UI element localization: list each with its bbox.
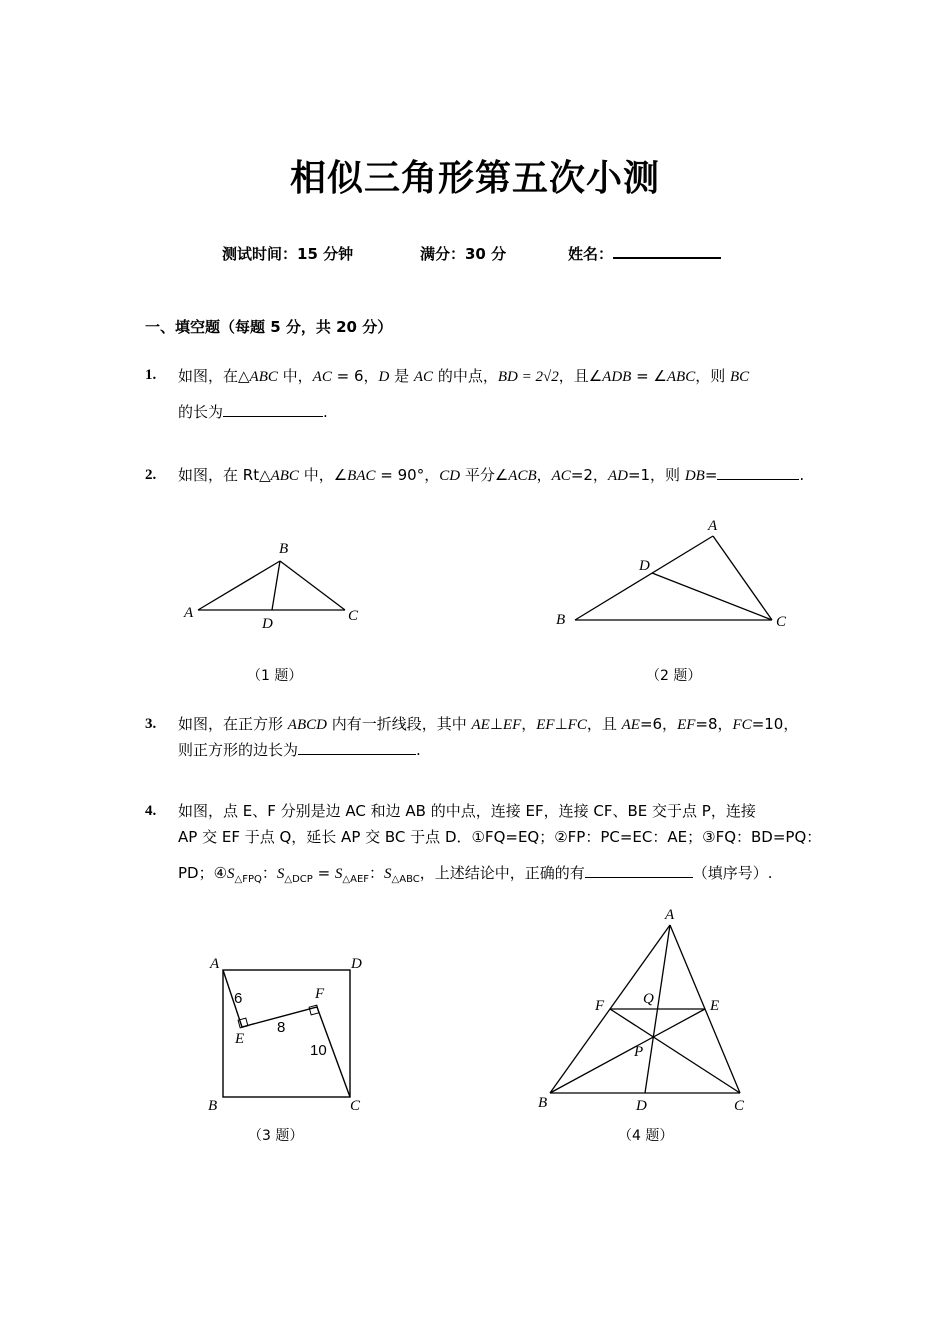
fig3-label-d: D [351, 956, 362, 972]
q1-text: 的长为 [178, 403, 224, 421]
fig1-label-d: D [262, 616, 273, 632]
test-time: 测试时间：15 分钟 [222, 245, 354, 263]
q2-answer-blank [717, 465, 799, 480]
q3-text: ⊥ [489, 715, 503, 733]
q4-subscript: △DCP [284, 874, 313, 885]
q4-area-symbol: S [227, 866, 235, 882]
fig4-caption: （4 题） [618, 1128, 674, 1144]
fig4-segment-cf [610, 1009, 740, 1093]
fig2-label-a: A [708, 518, 718, 534]
q3-text: ， [521, 715, 537, 733]
q1-bd-formula: BD = 2√2 [497, 369, 559, 385]
q4-text: ，上述结论中，正确的有 [419, 864, 585, 882]
q1-number: 1. [145, 367, 157, 383]
q2-text: ABC [270, 468, 299, 484]
q4-text: ： [369, 864, 385, 882]
q4-subscript: △FPQ [234, 874, 262, 885]
q2-text: BAC [347, 468, 376, 484]
q2-number: 2. [145, 467, 157, 483]
q3-number: 3. [145, 716, 157, 732]
page-title: 相似三角形第五次小测 [289, 158, 660, 199]
fig3-label-e: E [235, 1031, 245, 1047]
q3-text: 内有一折线段，其中 [326, 715, 472, 733]
q1-text: 中， [277, 367, 313, 385]
q1-text: = 6， [331, 367, 379, 385]
q1-text: ABC [666, 369, 696, 385]
q1-text: AC [413, 369, 434, 385]
q3-line1 [178, 713, 818, 736]
figure-4-triangle [530, 900, 770, 1120]
q4-subscript: △AEF [342, 874, 370, 885]
q3-text: AE [621, 717, 640, 733]
q2-text: 中，∠ [298, 466, 348, 484]
figure-1-triangle [180, 535, 370, 635]
q3-text: AE [471, 717, 490, 733]
q2-text: CD [439, 468, 461, 484]
q4-area-symbol: S [334, 866, 343, 882]
q2-text: ， [536, 466, 552, 484]
fig2-side-ba [575, 536, 713, 620]
q4-area-symbol: S [276, 866, 285, 882]
q3-text: EF [536, 717, 555, 733]
q2-text: 平分∠ [460, 466, 509, 484]
fig3-label-a: A [210, 956, 220, 972]
q1-text: 如图，在△ [178, 367, 250, 385]
q4-text: （填序号）. [692, 864, 773, 882]
fig1-label-b: B [279, 541, 289, 557]
q4-text: ： [261, 864, 277, 882]
q1-text: AC [312, 369, 332, 385]
fig4-segment-be [550, 1009, 705, 1093]
q3-text: EF [502, 717, 522, 733]
q4-area-symbol: S [384, 866, 392, 882]
q4-line1: 如图，点 E、F 分别是边 AC 和边 AB 的中点，连接 EF，连接 CF、BE 交于点 P，连接 [178, 802, 756, 820]
name-field [568, 243, 721, 264]
fig1-side-bc [280, 561, 345, 610]
fig1-caption: （1 题） [247, 668, 303, 684]
q3-line2 [178, 739, 421, 761]
q3-text: . [416, 741, 421, 759]
fig4-label-b: B [538, 1095, 548, 1111]
q4-subscript: △ABC [391, 874, 420, 885]
q4-line3 [178, 862, 828, 891]
fig3-caption: （3 题） [248, 1128, 304, 1144]
q2-text: ACB [508, 468, 537, 484]
q4-text: PD；④ [178, 864, 228, 882]
q2-text: AC [551, 468, 571, 484]
fig3-label-b: B [208, 1098, 218, 1114]
q1-text: ADB [602, 369, 632, 385]
q1-answer-blank [223, 402, 323, 417]
q3-text: FC [567, 717, 587, 733]
fig2-side-ac [713, 536, 772, 620]
q2-text: AD [607, 468, 628, 484]
q1-line2 [178, 401, 328, 423]
q2-text: . [799, 466, 805, 484]
q2-text: = 90°， [375, 466, 440, 484]
q3-text: EF [677, 717, 696, 733]
q4-line2: AP 交 EF 于点 Q，延长 AP 交 BC 于点 D．①FQ=EQ；②FP：PC=EC：AE；③FQ：BD=PQ： [178, 828, 822, 846]
q1-text: 的中点， [433, 367, 498, 385]
fig2-segment-cd [652, 573, 772, 620]
q2-text: =1，则 [627, 466, 685, 484]
fig3-label-f: F [315, 986, 325, 1002]
fig4-label-e: E [710, 998, 720, 1014]
q3-text: =6， [639, 715, 678, 733]
q4-answer-blank [585, 863, 693, 878]
q3-text: ABCD [287, 717, 327, 733]
q2-text: 如图，在 Rt△ [178, 466, 271, 484]
q4-text: = [312, 864, 335, 882]
q2-text: DB [684, 468, 705, 484]
fig4-label-c: C [734, 1098, 745, 1114]
fig4-label-p: P [634, 1044, 644, 1060]
q3-text: 如图，在正方形 [178, 715, 288, 733]
fig2-caption: （2 题） [646, 668, 702, 684]
section-heading: 一、填空题（每题 5 分，共 20 分） [145, 318, 393, 336]
q1-text: ，且∠ [558, 367, 603, 385]
q3-text: ，且 [586, 715, 622, 733]
q2-text: =2， [570, 466, 608, 484]
fig2-label-c: C [776, 614, 787, 630]
fig3-length-ef: 8 [277, 1019, 286, 1036]
q3-text: FC [732, 717, 752, 733]
fig4-label-f: F [595, 998, 605, 1014]
q1-text: 是 [389, 367, 414, 385]
name-blank [613, 243, 721, 259]
q4-number: 4. [145, 803, 157, 819]
fig4-label-a: A [665, 907, 675, 923]
q2-line1 [178, 464, 818, 487]
q1-text: ，则 [695, 367, 731, 385]
q2-text: = [704, 466, 718, 484]
fig3-length-fc: 10 [310, 1042, 327, 1059]
figure-3-square [200, 950, 380, 1120]
q1-text: = ∠ [631, 367, 667, 385]
fig4-label-d: D [636, 1098, 647, 1114]
q1-text: D [378, 369, 390, 385]
q1-text: . [323, 403, 328, 421]
fig4-label-q: Q [643, 991, 654, 1007]
fig1-segment-bd [272, 561, 280, 610]
full-score: 满分：30 分 [420, 245, 507, 263]
figure-2-triangle [550, 512, 800, 632]
fig1-side-ab [198, 561, 280, 610]
q3-answer-blank [298, 740, 416, 755]
q3-text: =10， [751, 715, 799, 733]
q1-text: BC [730, 369, 750, 385]
fig3-label-c: C [350, 1098, 361, 1114]
fig2-label-d: D [639, 558, 650, 574]
fig1-label-a: A [184, 605, 194, 621]
q1-text: ABC [249, 369, 278, 385]
q1-line1 [178, 365, 818, 388]
fig2-label-b: B [556, 612, 566, 628]
fig3-length-ae: 6 [234, 990, 243, 1007]
q3-text: ⊥ [554, 715, 568, 733]
q3-text: =8， [695, 715, 733, 733]
q3-text: 则正方形的边长为 [178, 741, 299, 759]
fig1-label-c: C [348, 608, 359, 624]
name-label: 姓名： [568, 245, 614, 263]
